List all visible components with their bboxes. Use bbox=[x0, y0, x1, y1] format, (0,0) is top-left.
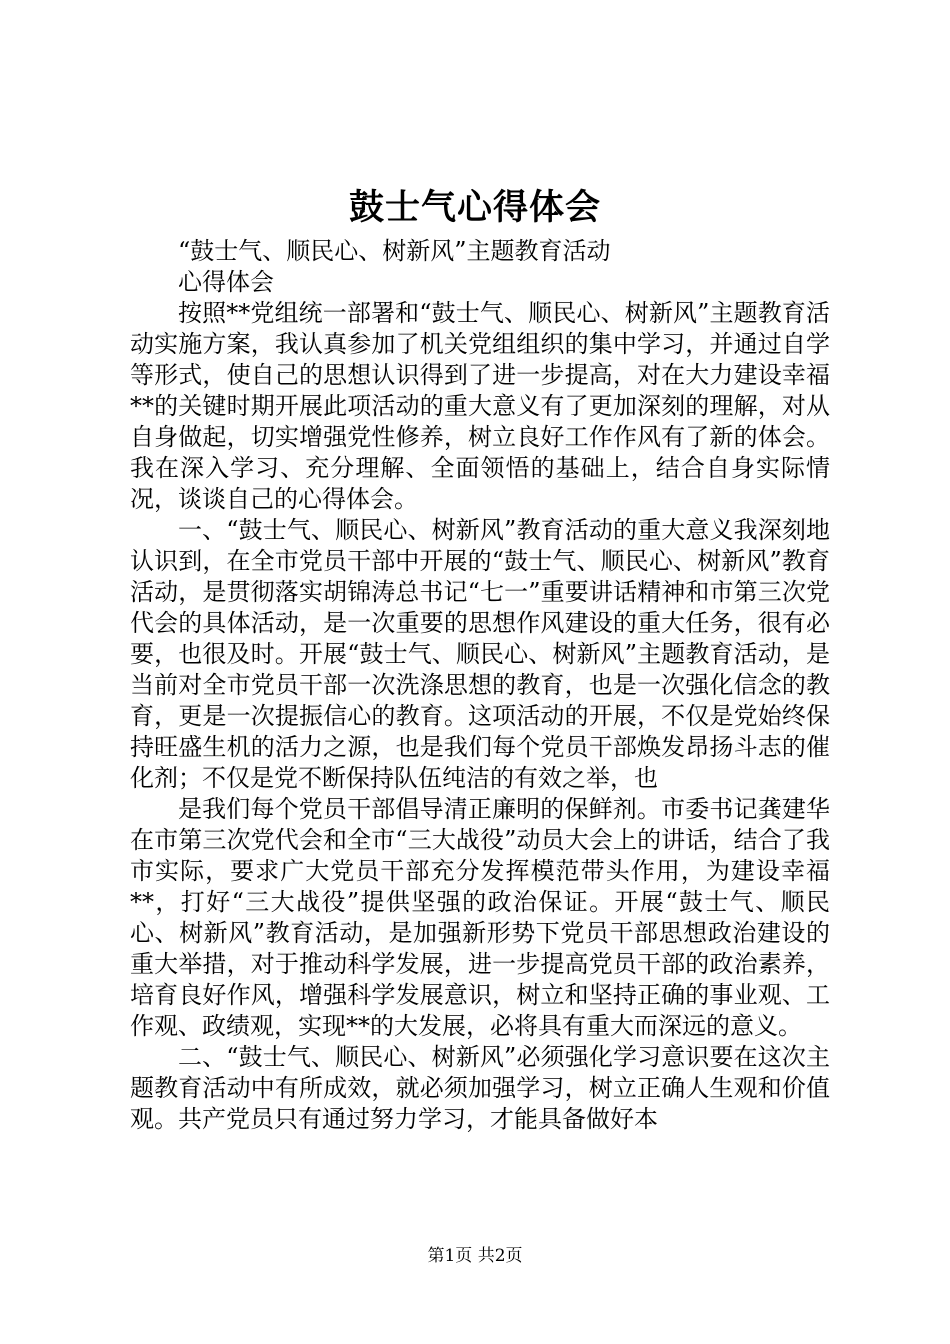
subtitle-line-2: 心得体会 bbox=[178, 268, 274, 296]
paragraph-4: 二、“鼓士气、顺民心、树新风”必须强化学习意识要在这次主题教育活动中有所成效，就必须加强学习，树立正确人生观和价值观。共产党员只有通过努力学习，才能具备做好本 bbox=[130, 1043, 830, 1133]
document-title: 鼓士气心得体会 bbox=[348, 187, 601, 228]
paragraph-1: 按照**党组统一部署和“鼓士气、顺民心、树新风”主题教育活动实施方案，我认真参加了机关党组组织的集中学习，并通过自学等形式，使自己的思想认识得到了进一步提高，对在大力建设幸福**的关键时期开展此项活动的重大意义有了更加深刻的理解，对从自身做起，切实增强党性修养，树立良好工作作风有了新的体会。我在深入学习、充分理解、全面领悟的基础上，结合自身实际情况，谈谈自己的心得体会。 bbox=[130, 299, 830, 513]
document-body bbox=[130, 236, 830, 1135]
page-footer: 第1页 共2页 bbox=[427, 1246, 523, 1266]
subtitle-line-1: “鼓士气、顺民心、树新风”主题教育活动 bbox=[178, 237, 611, 265]
paragraph-3: 是我们每个党员干部倡导清正廉明的保鲜剂。市委书记龚建华在市第三次党代会和全市“三大战役”动员大会上的讲话，结合了我市实际，要求广大党员干部充分发挥模范带头作用，为建设幸福**，打好“三大战役”提供坚强的政治保证。开展“鼓士气、顺民心、树新风”教育活动，是加强新形势下党员干部思想政治建设的重大举措，对于推动科学发展，进一步提高党员干部的政治素养，培育良好作风，增强科学发展意识，树立和坚持正确的事业观、工作观、政绩观，实现**的大发展，必将具有重大而深远的意义。 bbox=[130, 795, 830, 1040]
paragraph-2: 一、“鼓士气、顺民心、树新风”教育活动的重大意义我深刻地认识到，在全市党员干部中开展的“鼓士气、顺民心、树新风”教育活动，是贯彻落实胡锦涛总书记“七一”重要讲话精神和市第三次党代会的具体活动，是一次重要的思想作风建设的重大任务，很有必要，也很及时。开展“鼓士气、顺民心、树新风”主题教育活动，是当前对全市党员干部一次洗涤思想的教育，也是一次强化信念的教育，更是一次提振信心的教育。这项活动的开展，不仅是党始终保持旺盛生机的活力之源，也是我们每个党员干部焕发昂扬斗志的催化剂；不仅是党不断保持队伍纯洁的有效之举，也 bbox=[130, 516, 830, 792]
